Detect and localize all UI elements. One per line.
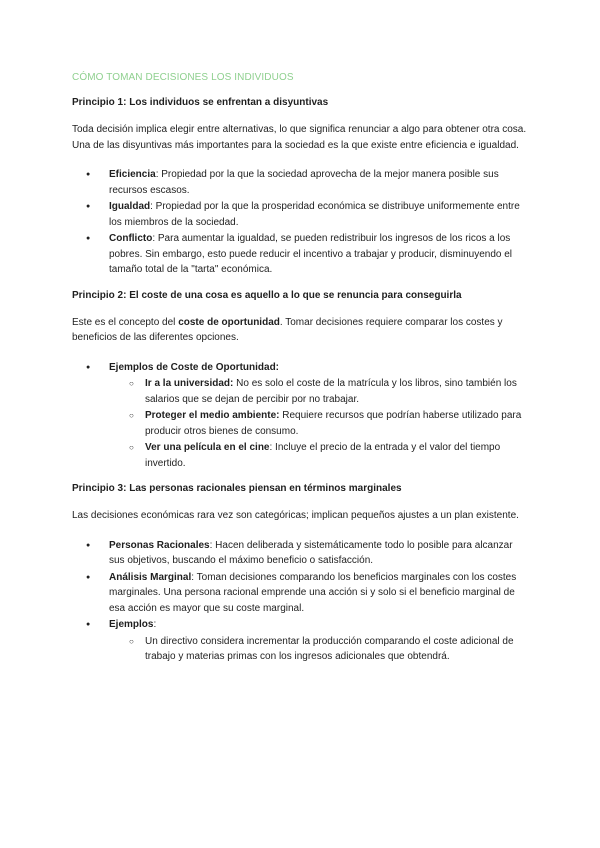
item-term: Ir a la universidad: xyxy=(145,378,234,389)
principle-1-heading: Principio 1: Los individuos se enfrentan a disyuntivas xyxy=(72,97,329,108)
item-text: : xyxy=(153,619,157,630)
item-text: : Hacen deliberada y sistemáticamente todo lo posible para alcanzar sus objetivos, buscando el máximo beneficio o satisfacción. xyxy=(109,539,513,566)
item-term: Igualdad xyxy=(109,201,151,212)
item-text: No es solo el coste de la matrícula y los libros, sino también los salarios que se dejan de percibir por no trabajar. xyxy=(145,378,517,405)
item-term: Conflicto xyxy=(109,233,153,244)
sublist-item xyxy=(109,376,530,407)
section-title: CÓMO TOMAN DECISIONES LOS INDIVIDUOS xyxy=(72,72,294,83)
principle-3-heading: Principio 3: Las personas racionales piensan en términos marginales xyxy=(72,483,402,494)
principle-1-intro: Toda decisión implica elegir entre alternativas, lo que significa renunciar a algo para obtener otra cosa. Una de las disyuntivas más importantes para la sociedad es la que existe entre eficiencia e igualdad. xyxy=(72,124,527,151)
sublist xyxy=(109,634,530,665)
principle-2-list xyxy=(72,360,530,472)
list-label: Ejemplos de Coste de Oportunidad: xyxy=(109,361,280,373)
sublist-item xyxy=(109,440,530,471)
principle-3-intro: Las decisiones económicas rara vez son categóricas; implican pequeños ajustes a un plan existente. xyxy=(72,510,519,521)
list-item xyxy=(72,538,530,569)
principle-2-intro xyxy=(72,315,530,346)
sublist-item xyxy=(109,408,530,439)
item-text: : Para aumentar la igualdad, se pueden redistribuir los ingresos de los ricos a los pobres. Sin embargo, esto puede reducir el incentivo a trabajar y producir, disminuyendo el tamaño total de la "tarta" económica. xyxy=(109,233,513,275)
list-item xyxy=(72,199,530,230)
principle-1-list xyxy=(72,167,530,278)
item-text: : Propiedad por la que la prosperidad económica se distribuye uniformemente entre los miembros de la sociedad. xyxy=(109,201,520,228)
item-term: Proteger el medio ambiente: xyxy=(145,410,280,421)
intro-term: coste de oportunidad xyxy=(178,316,280,328)
list-item xyxy=(72,570,530,617)
list-item xyxy=(72,360,530,472)
sublist xyxy=(109,376,530,471)
intro-text: . Tomar decisiones requiere comparar los costes y beneficios de las diferentes opciones. xyxy=(72,316,503,343)
item-term: Personas Racionales xyxy=(109,539,210,551)
sublist-item: ○ Un directivo considera incrementar la producción comparando el coste adicional de trabajo y materias primas con los ingresos adicionales que obtendrá. xyxy=(109,634,530,665)
list-label: Ejemplos xyxy=(109,619,154,630)
list-item xyxy=(72,617,530,665)
item-text: : Incluye el precio de la entrada y el valor del tiempo invertido. xyxy=(145,442,501,469)
item-term: Eficiencia xyxy=(109,169,156,180)
item-term: Ver una película en el cine xyxy=(145,442,270,453)
item-text: : Toman decisiones comparando los beneficios marginales con los costes marginales. Una persona racional emprende una acción si y solo si el beneficio marginal de esa acción es mayor que su coste marginal. xyxy=(109,571,517,614)
list-item xyxy=(72,167,530,198)
principle-2-heading: Principio 2: El coste de una cosa es aquello a lo que se renuncia para conseguirla xyxy=(72,289,462,301)
list-item xyxy=(72,231,530,278)
principle-3-list xyxy=(72,538,530,665)
item-text: : Propiedad por la que la sociedad aprovecha de la mejor manera posible sus recursos escasos. xyxy=(109,169,499,196)
item-term: Análisis Marginal xyxy=(109,571,192,583)
item-text: Requiere recursos que podrían haberse utilizado para producir otros bienes de consumo. xyxy=(145,410,522,437)
intro-text: Este es el concepto del xyxy=(72,316,179,328)
